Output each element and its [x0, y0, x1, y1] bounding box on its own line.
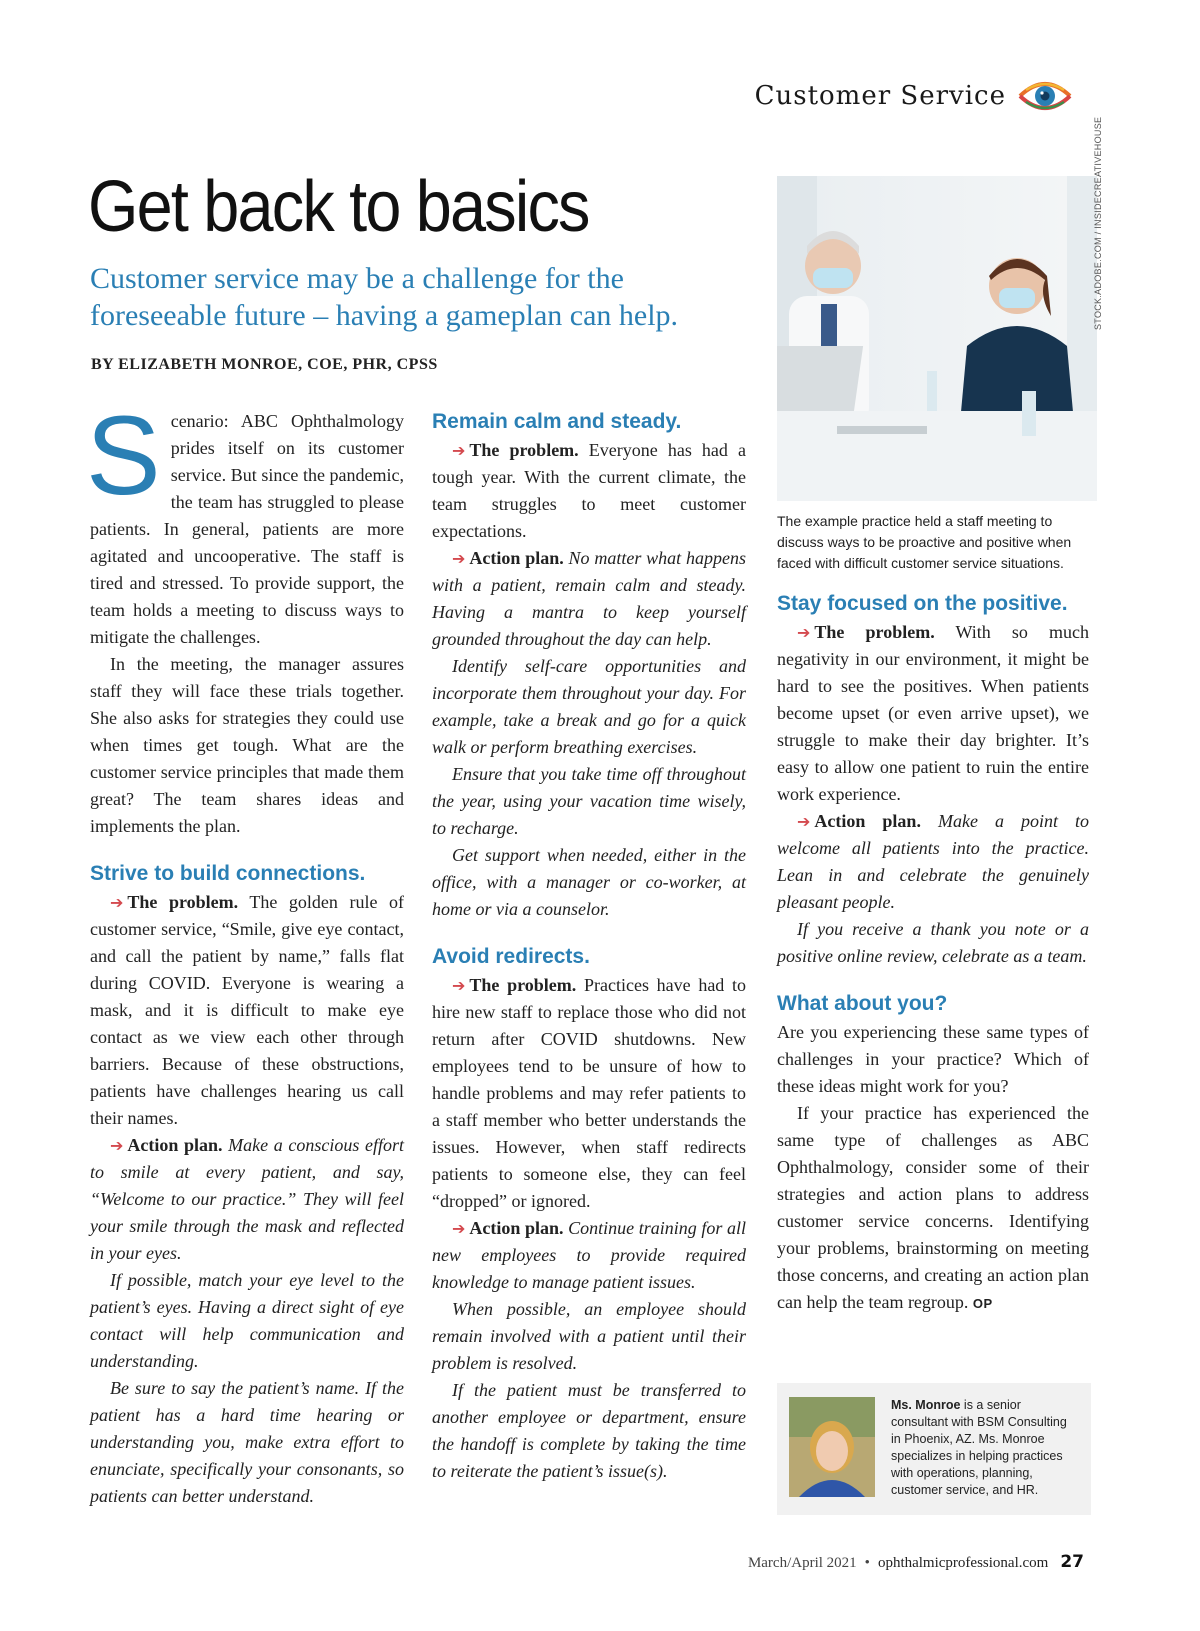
author-name: Ms. Monroe — [891, 1398, 961, 1412]
column-2 — [432, 408, 746, 1485]
article-deck: Customer service may be a challenge for the foreseeable future – having a gameplan can help. — [90, 262, 679, 332]
page-footer — [748, 1552, 1084, 1572]
problem-label: The problem. — [814, 622, 935, 642]
arrow-right-icon: ➔ — [110, 893, 124, 912]
author-bio — [777, 1383, 1091, 1515]
problem-paragraph: ➔ The problem. Practices have had to hire new staff to replace those who did not return after COVID shutdowns. New employees tend to be unsure of how to handle problems and may refer patients to a staff member who better understands the issues. However, when staff redirects patients to someone else, they can feel “dropped” or ignored. — [432, 975, 747, 1211]
action-label: Action plan. — [814, 811, 921, 831]
arrow-right-icon: ➔ — [452, 441, 466, 460]
article-byline: BY ELIZABETH MONROE, COE, PHR, CPSS — [91, 356, 438, 373]
action-label: Action plan. — [127, 1135, 223, 1155]
footer-separator: • — [864, 1555, 870, 1571]
arrow-right-icon: ➔ — [452, 549, 466, 568]
column-3 — [777, 590, 1089, 1317]
note-paragraph: If the patient must be transferred to another employee or department, ensure the handoff is complete by taking the time to reiterate the patient’s issue(s). — [432, 1380, 746, 1481]
photo-credit: STOCK.ADOBE.COM / INSIDECREATIVEHOUSE — [1093, 116, 1103, 330]
closing-paragraph-2: If your practice has experienced the same type of challenges as ABC Ophthalmology, consider some of their strategies and action plans to address customer service concerns. Identifying your problems, brainstorming on meeting those concerns, and creating an action plan can help the team regroup. OP — [777, 1103, 1089, 1312]
section-tag — [755, 76, 1072, 116]
problem-paragraph: ➔ The problem. The golden rule of customer service, “Smile, give eye contact, and call the patient by name,” falls flat during COVID. Everyone is wearing a mask, and it is difficult to make eye contact as we view each other through barriers. Because of these obstructions, patients have challenges hearing us call their names. — [90, 892, 404, 1128]
arrow-right-icon: ➔ — [452, 1219, 466, 1238]
note-paragraph: Ensure that you take time off throughout the year, using your vacation time wisely, to recharge. — [432, 764, 746, 838]
action-paragraph: ➔ Action plan. Continue training for all new employees to provide required knowledge to manage patient issues. — [432, 1218, 746, 1292]
note-paragraph: If possible, match your eye level to the patient’s eyes. Having a direct sight of eye contact will help communication and understanding. — [90, 1270, 404, 1371]
site-url: ophthalmicprofessional.com — [877, 1555, 1049, 1571]
problem-label: The problem. — [469, 975, 577, 995]
eye-logo-icon — [1018, 76, 1072, 116]
article-title: Get back to basics — [88, 167, 589, 247]
section-heading: What about you? — [777, 992, 948, 1015]
intro-paragraph-2: In the meeting, the manager assures staff they will face these trials together. She also asks for strategies they could use when times get tough. What are the customer service principles that made them great? The team shares ideas and implements the plan. — [90, 654, 404, 836]
action-label: Action plan. — [469, 548, 564, 568]
column-1 — [86, 393, 404, 1510]
note-paragraph: If you receive a thank you note or a positive online review, celebrate as a team. — [777, 919, 1089, 966]
action-paragraph: ➔ Action plan. Make a conscious effort to smile at every patient, and say, “Welcome to our practice.” They will feel your smile through the mask and reflected in your eyes. — [90, 1135, 404, 1263]
action-paragraph: ➔ Action plan. No matter what happens with a patient, remain calm and steady. Having a mantra to keep yourself grounded throughout the day can help. — [432, 548, 746, 649]
problem-label: The problem. — [127, 892, 239, 912]
problem-paragraph: ➔ The problem. With so much negativity in our environment, it might be hard to see the positives. When patients become upset (or even arrive upset), we struggle to make their day brighter. It’s easy to allow one patient to ruin the entire work experience. — [777, 622, 1089, 804]
note-paragraph: Identify self-care opportunities and incorporate them throughout your day. For example, take a break and go for a quick walk or perform breathing exercises. — [432, 656, 746, 757]
section-heading: Remain calm and steady. — [432, 410, 682, 433]
note-paragraph: When possible, an employee should remain involved with a patient until their problem is resolved. — [432, 1299, 746, 1373]
arrow-right-icon: ➔ — [452, 976, 466, 995]
note-paragraph: Be sure to say the patient’s name. If the patient has a hard time hearing or understanding you, make extra effort to enunciate, specifically your consonants, so patients can better understand. — [90, 1378, 404, 1506]
section-heading: Stay focused on the positive. — [777, 592, 1068, 615]
problem-paragraph: ➔ The problem. Everyone has had a tough year. With the current climate, the team struggles to meet customer expectations. — [432, 440, 746, 541]
drop-cap: S — [86, 393, 161, 518]
end-mark: OP — [972, 1296, 993, 1311]
page-number: 27 — [1060, 1552, 1084, 1572]
action-label: Action plan. — [469, 1218, 564, 1238]
arrow-right-icon: ➔ — [797, 812, 811, 831]
meeting-photo — [777, 176, 1097, 501]
note-paragraph: Get support when needed, either in the office, with a manager or co-worker, at home or via a counselor. — [432, 845, 746, 919]
photo-caption: The example practice held a staff meeting to discuss ways to be proactive and positive when faced with difficult customer service situations. — [777, 513, 1072, 571]
section-heading: Strive to build connections. — [90, 862, 366, 885]
author-bio-text: Ms. Monroe is a senior consultant with BSM Consulting in Phoenix, AZ. Ms. Monroe specializes in helping practices with operations, planning, customer service, and HR. — [891, 1398, 1067, 1497]
author-photo — [789, 1397, 875, 1497]
action-paragraph: ➔ Action plan. Make a point to welcome all patients into the practice. Lean in and celebrate the genuinely pleasant people. — [777, 811, 1089, 912]
section-heading: Avoid redirects. — [432, 945, 590, 968]
section-label: Customer Service — [754, 81, 1006, 111]
problem-label: The problem. — [469, 440, 579, 460]
issue-date: March/April 2021 — [747, 1555, 857, 1571]
closing-paragraph-1: Are you experiencing these same types of challenges in your practice? Which of these ideas might work for you? — [777, 1022, 1089, 1096]
arrow-right-icon: ➔ — [797, 623, 811, 642]
intro-paragraph-1: Scenario: ABC Ophthalmology prides itself on its customer service. But since the pandemic, the team has struggled to please patients. In general, patients are more agitated and uncooperative. The staff is tired and stressed. To provide support, the team holds a meeting to discuss ways to mitigate the challenges. — [86, 393, 404, 647]
arrow-right-icon: ➔ — [110, 1136, 124, 1155]
